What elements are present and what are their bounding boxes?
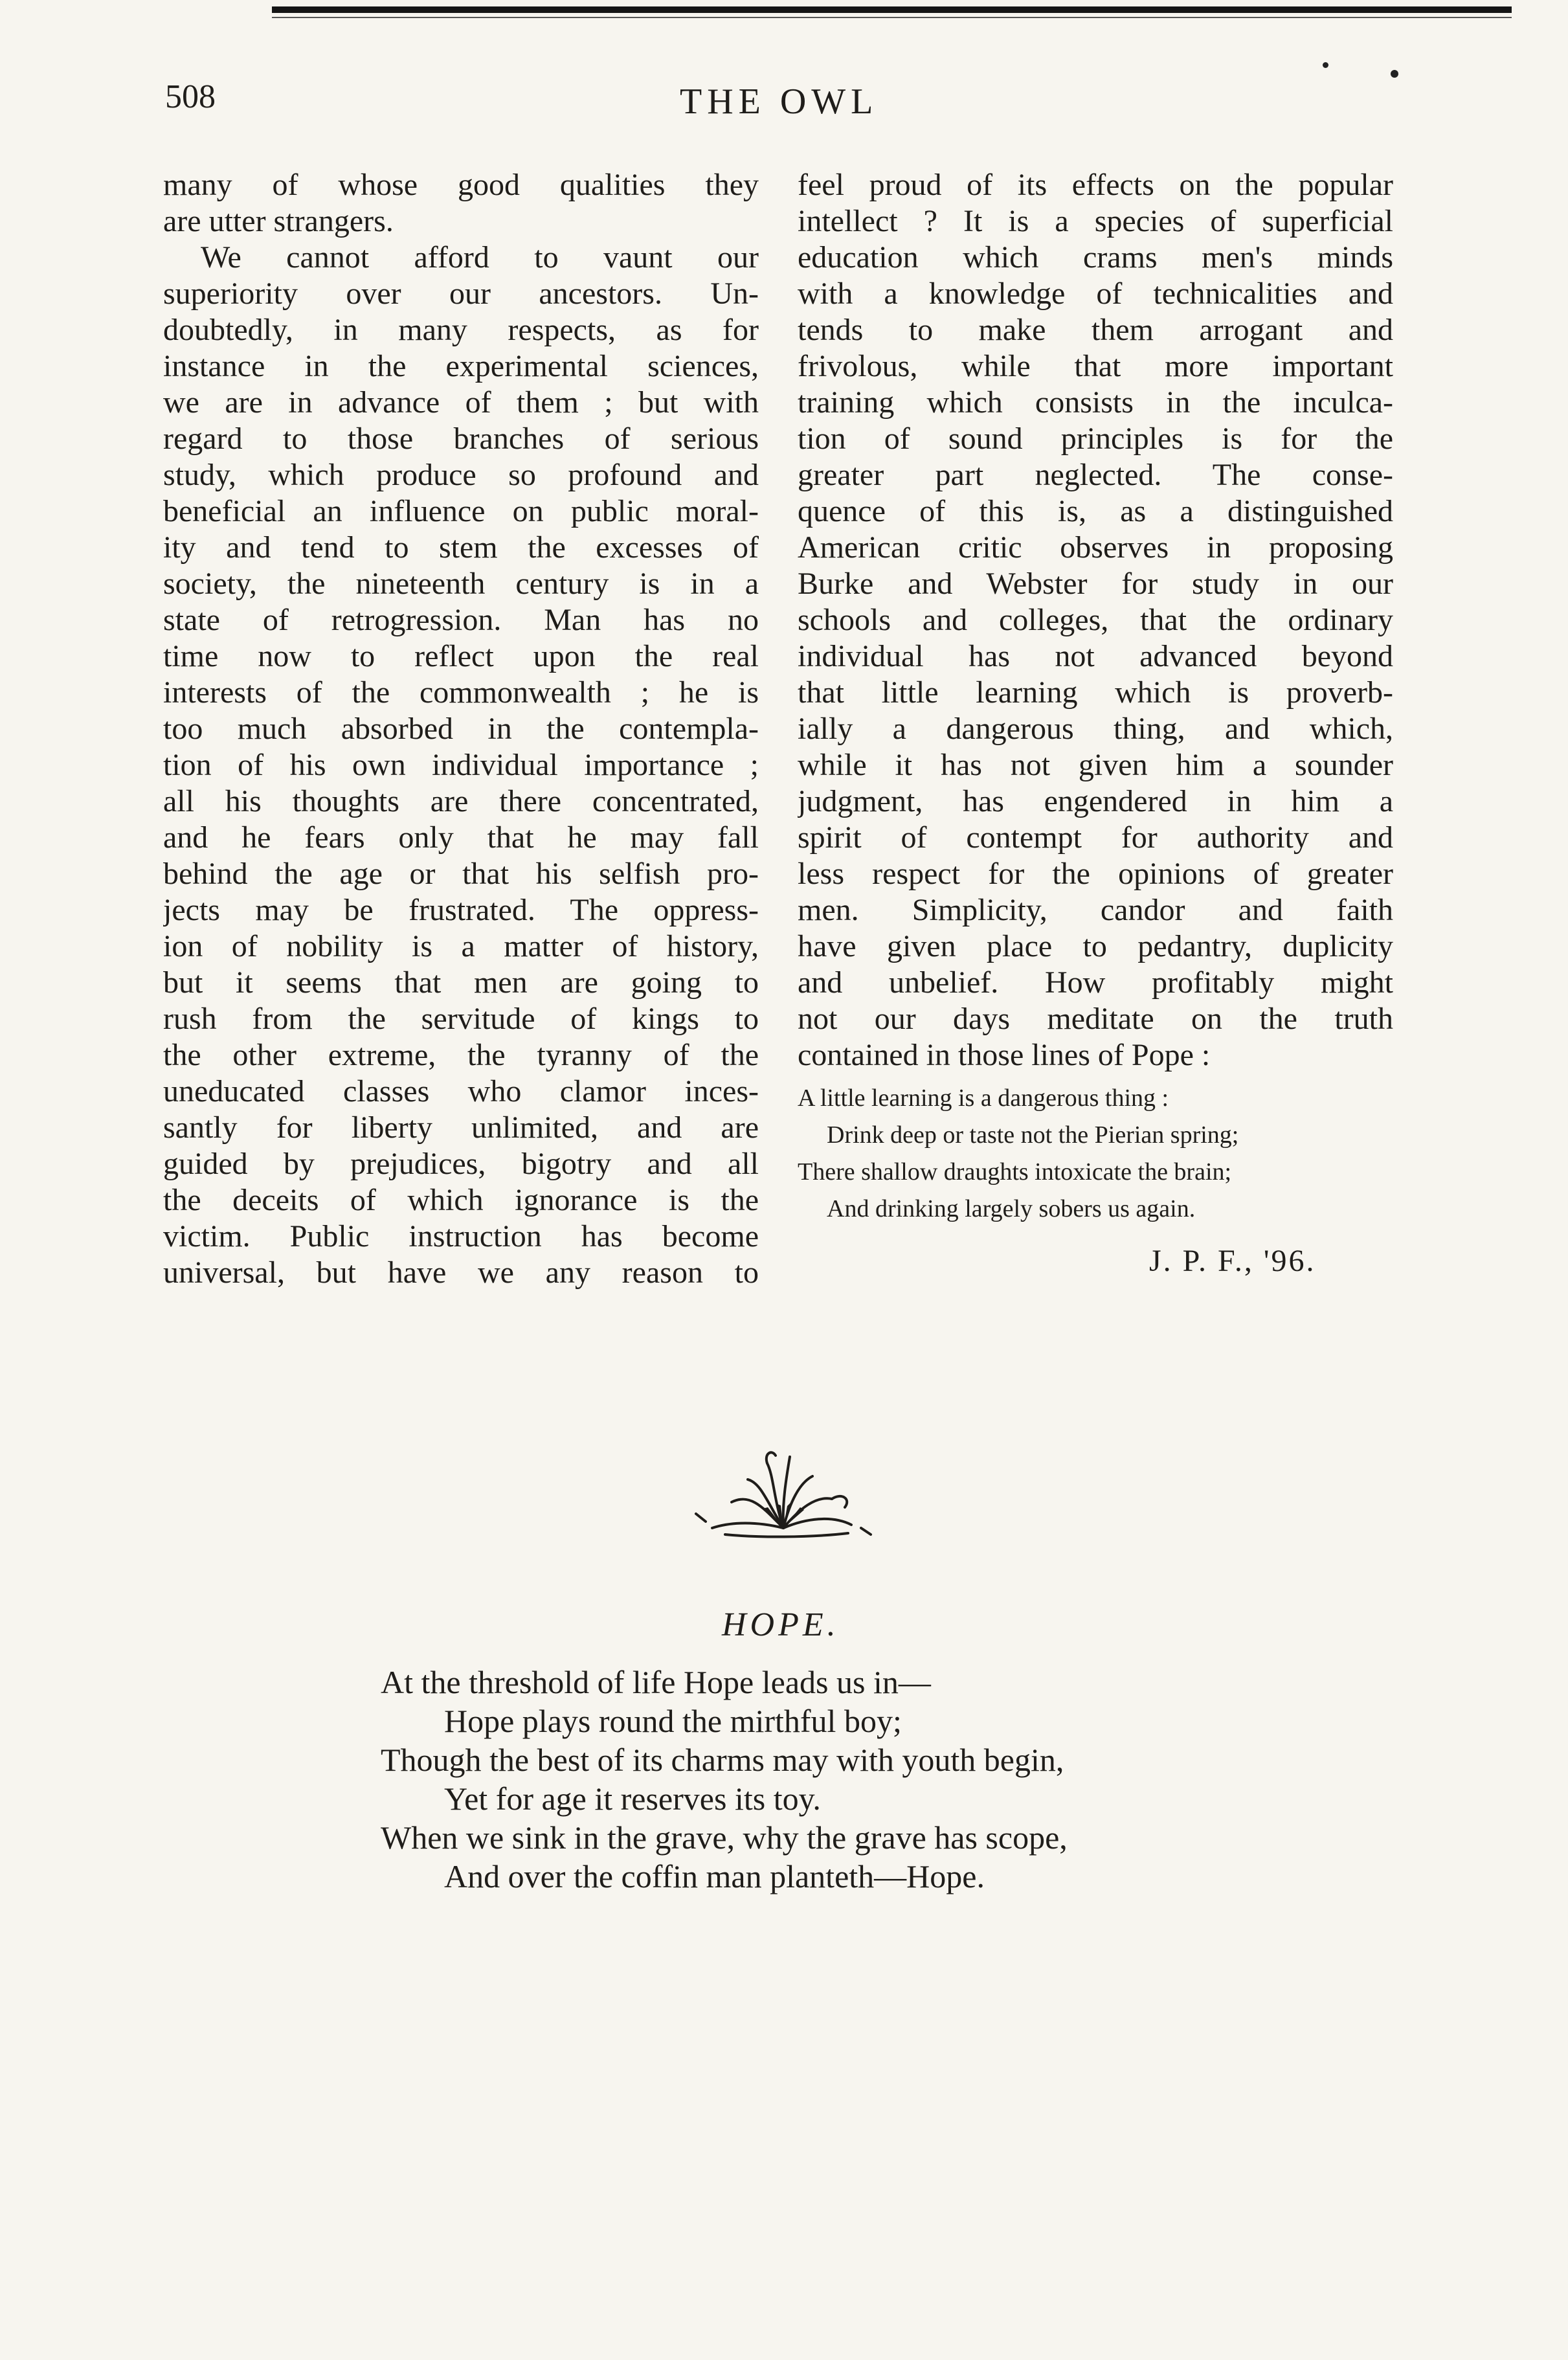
running-head: THE OWL xyxy=(680,82,879,122)
article-left-column xyxy=(163,167,759,1291)
fleuron-ornament-icon xyxy=(686,1431,880,1554)
quote-line: There shallow draughts intoxicate the brain; xyxy=(798,1158,1232,1186)
text-line: and he fears only that he may fall xyxy=(163,820,759,855)
text-line: regard to those branches of serious xyxy=(163,421,759,456)
text-line: men. Simplicity, candor and faith xyxy=(798,893,1393,927)
poem-line: Yet for age it reserves its toy. xyxy=(444,1781,821,1817)
text-line: ion of nobility is a matter of history, xyxy=(163,929,759,963)
text-line: interests of the commonwealth ; he is xyxy=(163,675,759,710)
text-line: state of retrogression. Man has no xyxy=(163,603,759,637)
text-line: contained in those lines of Pope : xyxy=(798,1038,1211,1072)
text-line: many of whose good qualities they xyxy=(163,168,759,202)
text-line: less respect for the opinions of greater xyxy=(798,857,1393,891)
top-rule xyxy=(272,6,1512,13)
text-line: universal, but have we any reason to xyxy=(163,1255,759,1290)
text-line: schools and colleges, that the ordinary xyxy=(798,603,1393,637)
text-line: tends to make them arrogant and xyxy=(798,313,1393,347)
poem-line: And over the coffin man planteth—Hope. xyxy=(444,1858,985,1894)
ink-speck xyxy=(1391,70,1398,78)
text-line: judgment, has engendered in him a xyxy=(798,784,1393,818)
poem-body xyxy=(381,1663,1068,1896)
text-line: santly for liberty unlimited, and are xyxy=(163,1110,759,1145)
text-line: not our days meditate on the truth xyxy=(798,1002,1393,1036)
text-line: and unbelief. How profitably might xyxy=(798,965,1393,1000)
text-line: with a knowledge of technicalities and xyxy=(798,276,1393,311)
text-line: doubtedly, in many respects, as for xyxy=(163,313,759,347)
poem-line: At the threshold of life Hope leads us in— xyxy=(381,1664,931,1700)
poem-title: HOPE. xyxy=(722,1606,840,1643)
text-line: rush from the servitude of kings to xyxy=(163,1002,759,1036)
text-line: the deceits of which ignorance is the xyxy=(163,1183,759,1217)
text-line: frivolous, while that more important xyxy=(798,349,1393,383)
text-line: while it has not given him a sounder xyxy=(798,748,1393,782)
text-line: American critic observes in proposing xyxy=(798,530,1393,565)
text-line: study, which produce so profound and xyxy=(163,458,759,492)
text-line: that little learning which is proverb- xyxy=(798,675,1393,710)
top-rule-thin xyxy=(272,17,1512,18)
text-line: Burke and Webster for study in our xyxy=(798,567,1393,601)
text-line: guided by prejudices, bigotry and all xyxy=(163,1147,759,1181)
text-line: we are in advance of them ; but with xyxy=(163,385,759,420)
text-line: intellect ? It is a species of superficial xyxy=(798,204,1393,238)
text-line: behind the age or that his selfish pro- xyxy=(163,857,759,891)
text-line: all his thoughts are there concentrated, xyxy=(163,784,759,818)
text-line: instance in the experimental sciences, xyxy=(163,349,759,383)
poem-line: When we sink in the grave, why the grave has scope, xyxy=(381,1819,1068,1856)
quote-line: And drinking largely sobers us again. xyxy=(827,1195,1196,1222)
text-line: tion of sound principles is for the xyxy=(798,421,1393,456)
ink-speck xyxy=(1323,62,1328,68)
text-line: but it seems that men are going to xyxy=(163,965,759,1000)
text-line: quence of this is, as a distinguished xyxy=(798,494,1393,528)
text-line: education which crams men's minds xyxy=(798,240,1393,275)
article-right-column xyxy=(798,167,1393,1073)
text-line: are utter strangers. xyxy=(163,204,394,238)
text-line: greater part neglected. The conse- xyxy=(798,458,1393,492)
text-line: society, the nineteenth century is in a xyxy=(163,567,759,601)
text-line: jects may be frustrated. The oppress- xyxy=(163,893,759,927)
text-line: too much absorbed in the contempla- xyxy=(163,712,759,746)
page-number: 508 xyxy=(165,78,216,115)
author-signature: J. P. F., '96. xyxy=(1149,1244,1316,1278)
text-line: time now to reflect upon the real xyxy=(163,639,759,673)
poem-line: Though the best of its charms may with youth begin, xyxy=(381,1742,1064,1778)
text-line: ity and tend to stem the excesses of xyxy=(163,530,759,565)
text-line: beneficial an influence on public moral- xyxy=(163,494,759,528)
quote-line: Drink deep or taste not the Pierian spring; xyxy=(827,1121,1239,1149)
pope-quotation xyxy=(798,1080,1406,1228)
quote-line: A little learning is a dangerous thing : xyxy=(798,1084,1169,1112)
text-line: training which consists in the inculca- xyxy=(798,385,1393,420)
text-line: tion of his own individual importance ; xyxy=(163,748,759,782)
poem-line: Hope plays round the mirthful boy; xyxy=(444,1703,902,1739)
text-line: individual has not advanced beyond xyxy=(798,639,1393,673)
text-line: superiority over our ancestors. Un- xyxy=(163,276,759,311)
text-line: uneducated classes who clamor inces- xyxy=(163,1074,759,1108)
text-line: feel proud of its effects on the popular xyxy=(798,168,1393,202)
text-line: victim. Public instruction has become xyxy=(163,1219,759,1253)
text-line: the other extreme, the tyranny of the xyxy=(163,1038,759,1072)
text-line: have given place to pedantry, duplicity xyxy=(798,929,1393,963)
text-line: We cannot afford to vaunt our xyxy=(201,240,759,275)
text-line: spirit of contempt for authority and xyxy=(798,820,1393,855)
text-line: ially a dangerous thing, and which, xyxy=(798,712,1393,746)
